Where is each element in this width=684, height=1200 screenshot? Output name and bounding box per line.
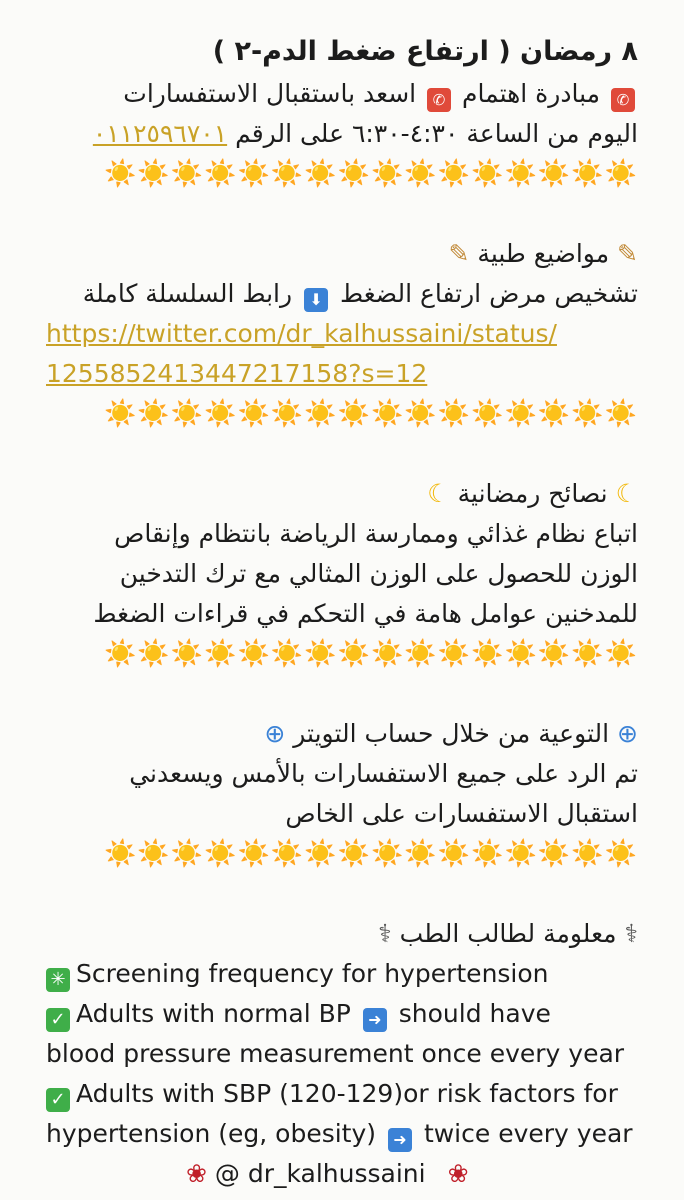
memo-icon: ✎	[617, 239, 638, 268]
info-text: Screening frequency for hypertension	[76, 959, 549, 988]
time-text: اليوم من الساعة ٤:٣٠-٦:٣٠ على الرقم	[235, 119, 638, 148]
stethoscope-icon: ⚕	[378, 919, 392, 948]
initiative-text: مبادرة اهتمام	[462, 79, 601, 108]
student-info-heading	[46, 914, 638, 954]
series-link-line-2[interactable]: 1255852413447217158?s=12	[46, 359, 428, 388]
series-link-line-1[interactable]: https://twitter.com/dr_kalhussaini/status/	[46, 319, 557, 348]
tips-line: للمدخنين عوامل هامة في التحكم في قراءات الضغط	[93, 599, 638, 628]
info-text: hypertension (eg, obesity)	[46, 1119, 377, 1148]
sun-divider: ☀️☀️☀️☀️☀️☀️☀️☀️☀️☀️☀️☀️☀️☀️☀️☀️	[104, 839, 638, 869]
info-line-1	[46, 954, 638, 994]
series-link-continued[interactable]	[46, 354, 638, 394]
series-link[interactable]	[46, 314, 638, 354]
page-title: ٨ رمضان ( ارتفاع ضغط الدم-٢ )	[212, 36, 638, 67]
globe-icon: ⊕	[617, 719, 638, 748]
info-text: Adults with normal BP	[76, 999, 351, 1028]
info-text: should have	[398, 999, 551, 1028]
awareness-heading-text: التوعية من خلال حساب التويتر	[293, 719, 610, 748]
info-line-2	[46, 994, 638, 1034]
crescent-moon-icon: ☾	[615, 479, 638, 508]
initiative-text-2: اسعد باستقبال الاستفسارات	[123, 79, 417, 108]
rose-icon: ❀	[447, 1159, 469, 1188]
info-text: twice every year	[423, 1119, 633, 1148]
initiative-line	[46, 74, 638, 114]
right-arrow-icon: ➜	[388, 1128, 412, 1152]
rose-icon: ❀	[186, 1159, 207, 1188]
topics-heading	[46, 234, 638, 274]
info-line-4	[46, 1074, 638, 1114]
info-line-5	[46, 1114, 638, 1154]
topics-text-2: رابط السلسلة كاملة	[82, 279, 293, 308]
tips-heading	[46, 474, 638, 514]
topics-heading-text: مواضيع طبية	[477, 239, 610, 268]
stethoscope-icon: ⚕	[624, 919, 638, 948]
topics-text-line	[46, 274, 638, 314]
phone-number-link[interactable]: ٠١١٢٥٩٦٧٠١	[92, 119, 228, 148]
check-mark-icon: ✓	[46, 1008, 70, 1032]
info-text: Adults with SBP (120-129)or risk factors for	[76, 1079, 618, 1108]
awareness-line: استقبال الاستفسارات على الخاص	[285, 799, 638, 828]
info-line-3: blood pressure measurement once every year	[46, 1039, 625, 1068]
time-line	[46, 114, 638, 154]
signature-text: @ dr_kalhussaini	[214, 1159, 426, 1188]
phone-icon: ✆	[427, 88, 451, 112]
signature-line	[46, 1154, 638, 1194]
sun-divider: ☀️☀️☀️☀️☀️☀️☀️☀️☀️☀️☀️☀️☀️☀️☀️☀️	[104, 159, 638, 189]
eight-spoked-asterisk-icon: ✳	[46, 968, 70, 992]
student-info-heading-text: معلومة لطالب الطب	[399, 919, 617, 948]
tips-heading-text: نصائح رمضانية	[457, 479, 608, 508]
tips-line: الوزن للحصول على الوزن المثالي مع ترك التدخين	[119, 559, 638, 588]
sun-divider: ☀️☀️☀️☀️☀️☀️☀️☀️☀️☀️☀️☀️☀️☀️☀️☀️	[104, 399, 638, 429]
awareness-line: تم الرد على جميع الاستفسارات بالأمس ويسعدني	[129, 759, 638, 788]
crescent-moon-icon: ☾	[427, 479, 450, 508]
globe-icon: ⊕	[264, 719, 286, 748]
sun-divider: ☀️☀️☀️☀️☀️☀️☀️☀️☀️☀️☀️☀️☀️☀️☀️☀️	[104, 639, 638, 669]
down-arrow-icon: ⬇	[304, 288, 328, 312]
right-arrow-icon: ➜	[363, 1008, 387, 1032]
awareness-heading	[46, 714, 638, 754]
topics-text: تشخيص مرض ارتفاع الضغط	[339, 279, 638, 308]
phone-icon: ✆	[611, 88, 635, 112]
check-mark-icon: ✓	[46, 1088, 70, 1112]
tips-line: اتباع نظام غذائي وممارسة الرياضة بانتظام وإنقاص	[114, 519, 638, 548]
memo-icon: ✎	[448, 239, 470, 268]
